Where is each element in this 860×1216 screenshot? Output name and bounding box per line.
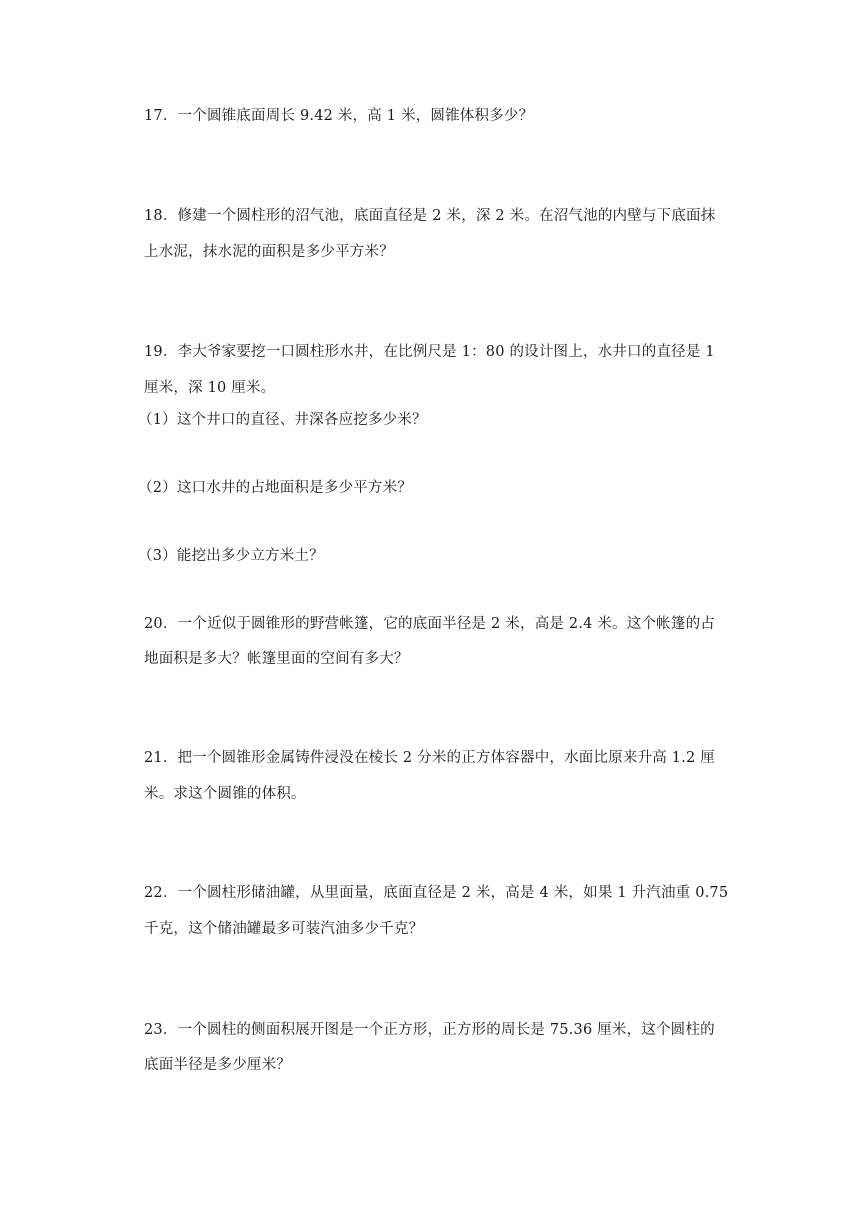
question-23-line-2: 底面半径是多少厘米？ (144, 1057, 291, 1073)
question-19-line-1: 19．李大爷家要挖一口圆柱形水井，在比例尺是 1：80 的设计图上，水井口的直径是 1 (144, 344, 715, 360)
question-21-line-2: 米。求这个圆锥的体积。 (144, 786, 306, 802)
question-20-line-1: 20．一个近似于圆锥形的野营帐篷，它的底面半径是 2 米，高是 2.4 米。这个帐篷的占 (144, 616, 715, 632)
question-20-line-2: 地面积是多大？帐篷里面的空间有多大？ (144, 651, 409, 667)
question-22-line-2: 千克，这个储油罐最多可装汽油多少千克？ (144, 921, 424, 937)
question-23-line-1: 23．一个圆柱的侧面积展开图是一个正方形，正方形的周长是 75.36 厘米，这个圆柱的 (144, 1022, 715, 1038)
question-19-part-2: （2）这口水井的占地面积是多少平方米？ (138, 480, 413, 496)
question-19-line-2: 厘米，深 10 厘米。 (144, 380, 276, 396)
question-17-line-1: 17．一个圆锥底面周长 9.42 米，高 1 米，圆锥体积多少？ (144, 108, 534, 124)
question-18-line-2: 上水泥，抹水泥的面积是多少平方米？ (144, 244, 394, 260)
question-19-part-1: （1）这个井口的直径、井深各应挖多少米？ (138, 412, 427, 428)
question-19-part-3: （3）能挖出多少立方米土？ (138, 548, 324, 564)
question-22-line-1: 22．一个圆柱形储油罐，从里面量，底面直径是 2 米，高是 4 米，如果 1 升汽油重 0.75 (144, 885, 729, 901)
question-21-line-1: 21．把一个圆锥形金属铸件浸没在棱长 2 分米的正方体容器中，水面比原来升高 1.2 厘 (144, 750, 715, 766)
question-18-line-1: 18．修建一个圆柱形的沼气池，底面直径是 2 米，深 2 米。在沼气池的内壁与下底面抹 (144, 208, 716, 224)
